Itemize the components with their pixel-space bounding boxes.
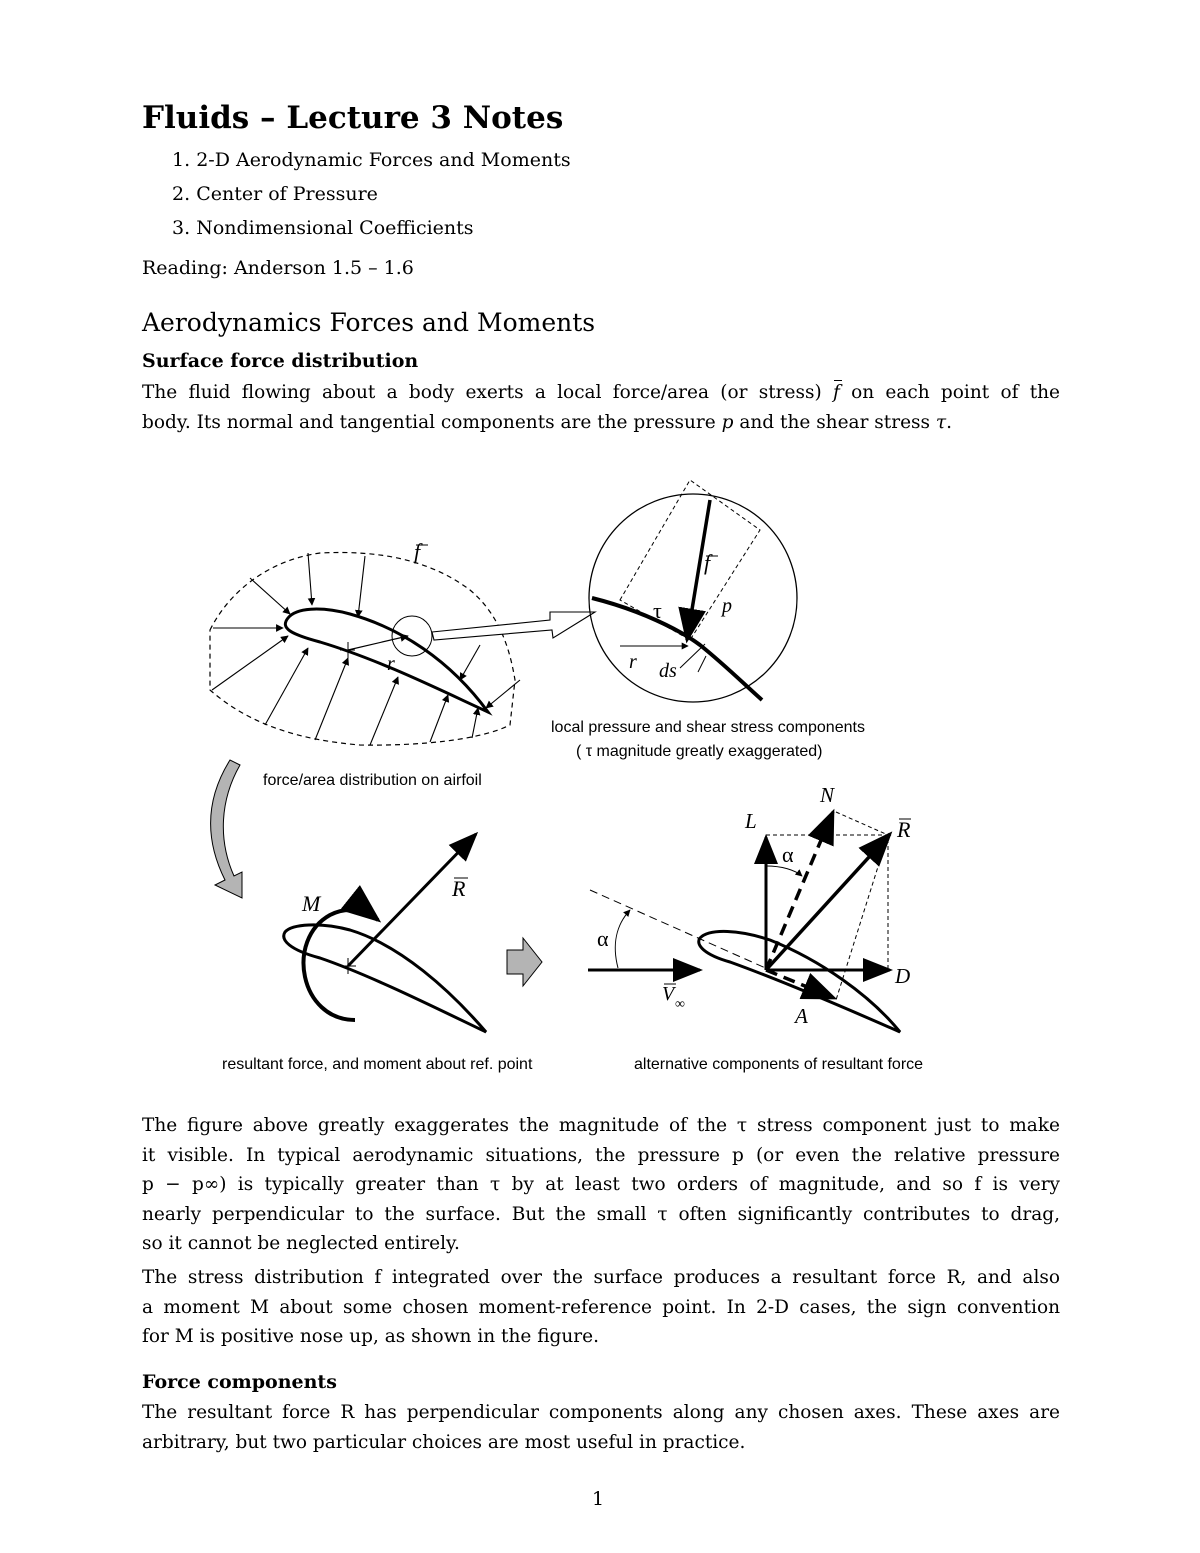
page-title: Fluids – Lecture 3 Notes xyxy=(142,100,564,136)
toc-item-1 xyxy=(172,149,571,171)
page-number: 1 xyxy=(592,1488,605,1510)
zoom-circle-small xyxy=(392,616,432,656)
local-stress-detail xyxy=(589,480,797,702)
detail-label-tau: τ xyxy=(653,598,662,623)
subsection-surface-force: Surface force distribution xyxy=(142,350,419,372)
caption-airfoil: force/area distribution on airfoil xyxy=(263,772,482,789)
zoom-arrow xyxy=(432,612,595,640)
toc-num: 3. xyxy=(172,217,191,239)
paragraph-tau-exaggeration xyxy=(142,1111,1060,1259)
caption-alternative: alternative components of resultant force xyxy=(634,1056,924,1073)
label-D: D xyxy=(895,964,911,988)
detail-label-ds: ds xyxy=(659,660,677,682)
label-A: A xyxy=(795,1004,808,1028)
caption-local-1: local pressure and shear stress components xyxy=(551,719,865,736)
airfoil-force-figure xyxy=(0,460,1200,1090)
para-line: The figure above greatly exaggerates the magnitude of the τ stress component just to make xyxy=(142,1115,1060,1136)
curved-gray-arrow xyxy=(211,760,242,898)
label-inf: ∞ xyxy=(675,997,685,1012)
paragraph-force-components xyxy=(142,1398,1060,1457)
caption-local-2: ( τ magnitude greatly exaggerated) xyxy=(576,743,823,760)
para-line: arbitrary, but two particular choices are most useful in practice. xyxy=(142,1431,746,1453)
para-line: so it cannot be neglected entirely. xyxy=(142,1233,460,1254)
toc-item-3 xyxy=(172,217,474,239)
paragraph-resultant xyxy=(142,1263,1060,1352)
reading-line: Reading: Anderson 1.5 – 1.6 xyxy=(142,257,414,279)
label-L: L xyxy=(745,809,757,833)
label-r: r xyxy=(387,653,395,675)
gray-block-arrow xyxy=(507,938,542,986)
para-line: it visible. In typical aerodynamic situations, the pressure p (or even the relative pressure xyxy=(142,1144,1060,1166)
toc-num: 2. xyxy=(172,183,191,205)
toc-text: 2-D Aerodynamic Forces and Moments xyxy=(196,149,571,171)
label-N: N xyxy=(820,783,835,807)
para-line: The resultant force R has perpendicular components along any chosen axes. These axes are xyxy=(142,1402,1060,1423)
para-line: The stress distribution f integrated over the surface produces a resultant force R, and also xyxy=(142,1267,1060,1288)
toc-item-2 xyxy=(172,183,378,205)
section-title: Aerodynamics Forces and Moments xyxy=(142,308,596,337)
para-line: The fluid flowing about a body exerts a local force/area (or stress) f on each point of the xyxy=(142,378,1060,408)
paragraph-surface-force xyxy=(142,378,1060,437)
subsection-force-components: Force components xyxy=(142,1371,337,1393)
detail-label-r: r xyxy=(629,651,637,673)
position-vector xyxy=(348,636,408,650)
caption-resultant: resultant force, and moment about ref. point xyxy=(222,1056,533,1073)
para-line: p − p∞) is typically greater than τ by at least two orders of magnitude, and so f is very xyxy=(142,1174,1060,1195)
detail-label-f: f xyxy=(704,550,711,575)
label-M: M xyxy=(302,891,321,916)
resultant-force-diagram xyxy=(284,834,486,1032)
label-f: f xyxy=(414,539,421,564)
label-alpha-1: α xyxy=(597,926,609,951)
toc-text: Center of Pressure xyxy=(196,183,378,205)
toc-text: Nondimensional Coefficients xyxy=(196,217,474,239)
para-line: for M is positive nose up, as shown in the figure. xyxy=(142,1326,599,1347)
label-R2: R xyxy=(897,817,911,842)
airfoil-distribution-diagram xyxy=(210,539,595,745)
alternative-components-diagram xyxy=(588,783,911,1032)
para-line: nearly perpendicular to the surface. But the small τ often significantly contributes to drag, xyxy=(142,1203,1060,1225)
label-alpha-2: α xyxy=(782,842,794,867)
para-line: body. Its normal and tangential components are the pressure p and the shear stress τ. xyxy=(142,411,953,433)
label-R: R xyxy=(452,876,466,901)
label-V: V xyxy=(662,983,675,1005)
toc-num: 1. xyxy=(172,149,191,171)
para-line: a moment M about some chosen moment-reference point. In 2-D cases, the sign convention xyxy=(142,1296,1060,1318)
detail-label-p: p xyxy=(722,595,732,617)
